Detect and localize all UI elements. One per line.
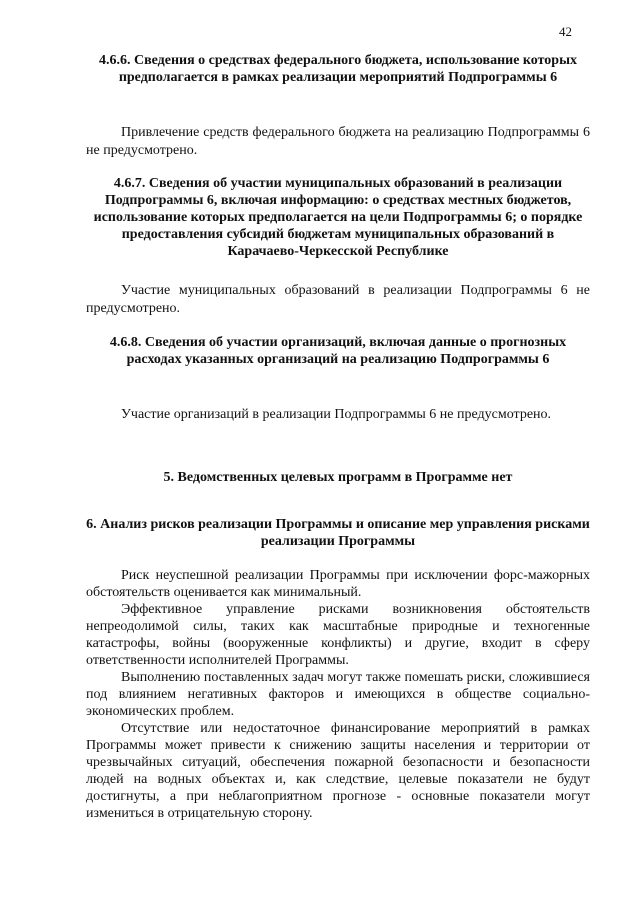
paragraph: Отсутствие или недостаточное финансирование мероприятий в рамках Программы может привести к снижению защиты населения и территории от чрезвычайных ситуаций, обеспечения пожарной безопасности и безопасности людей на водных объектах и, как следствие, целевые показатели не будут достигнуты, а при неблагоприятном прогнозе - основные показатели могут измениться в отрицательную сторону. — [86, 721, 590, 821]
section-4-6-8 — [86, 334, 590, 368]
paragraph: Эффективное управление рисками возникновения обстоятельств непреодолимой силы, таких как масштабные природные и техногенные катастрофы, войны (вооруженные конфликты) и другие, входит в сферу ответственности исполнителей Программы. — [86, 602, 590, 668]
section-4-6-6-body — [86, 124, 590, 159]
page-number: 42 — [559, 24, 572, 39]
section-heading: 4.6.6. Сведения о средствах федерального бюджета, использование которых предполагается в рамках реализации мероприятий Подпрограммы 6 — [98, 53, 578, 85]
section-4-6-6 — [86, 52, 590, 86]
section-4-6-7-body — [86, 282, 590, 317]
section-5 — [86, 469, 590, 486]
section-heading: 4.6.8. Сведения об участии организаций, включая данные о прогнозных расходах указанных организаций на реализацию Подпрограммы 6 — [109, 335, 567, 367]
section-heading: 6. Анализ рисков реализации Программы и описание мер управления рисками реализации Программы — [86, 517, 590, 549]
section-heading: 4.6.7. Сведения об участии муниципальных образований в реализации Подпрограммы 6, включая информацию: о средствах местных бюджетов, использование которых предполагается на цели Подпрограммы 6; о порядке предоставления субсидий бюджетам муниципальных образований в Карачаево-Черкесской Республике — [93, 176, 583, 259]
section-6-body — [86, 567, 590, 822]
section-6 — [86, 516, 590, 550]
section-heading: 5. Ведомственных целевых программ в Программе нет — [163, 470, 513, 485]
paragraph: Участие организаций в реализации Подпрограммы 6 не предусмотрено. — [121, 407, 552, 422]
section-4-6-7 — [86, 175, 590, 260]
paragraph: Привлечение средств федерального бюджета на реализацию Подпрограммы 6 не предусмотрено. — [86, 125, 590, 158]
paragraph: Участие муниципальных образований в реализации Подпрограммы 6 не предусмотрено. — [86, 283, 590, 316]
paragraph: Риск неуспешной реализации Программы при исключении форс-мажорных обстоятельств оценивается как минимальный. — [86, 568, 590, 600]
paragraph: Выполнению поставленных задач могут также помешать риски, сложившиеся под влиянием негативных факторов и имеющихся в обществе социально-экономических проблем. — [86, 670, 590, 719]
section-4-6-8-body — [86, 406, 590, 424]
